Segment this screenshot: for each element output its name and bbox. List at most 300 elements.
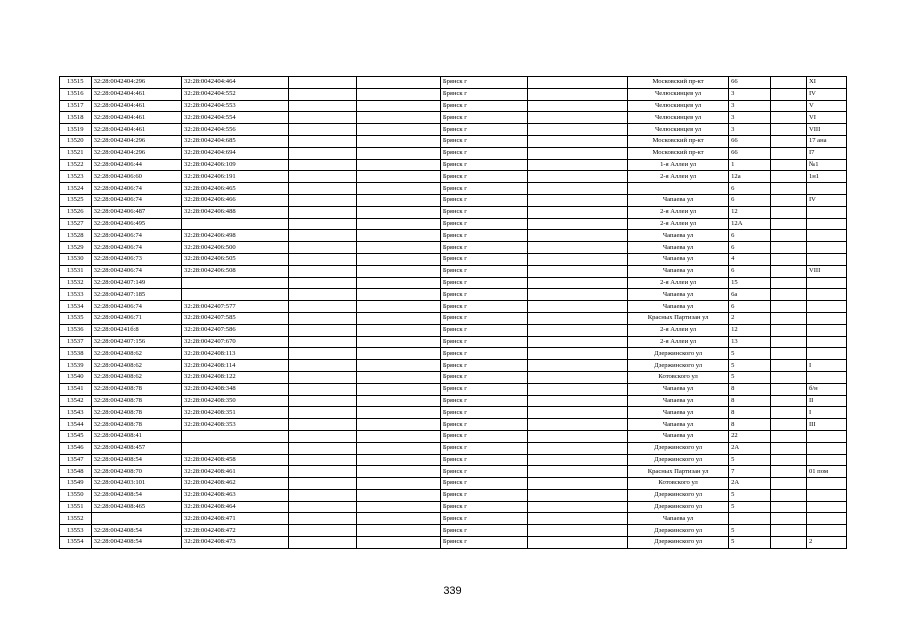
cell-blank-d-cell [771, 501, 807, 513]
cell-blank-c-cell [528, 348, 628, 360]
cell-blank-c-cell [528, 407, 628, 419]
object-cadastral-number-cell: 32:28:0042408:122 [182, 371, 289, 383]
table-row [60, 265, 847, 277]
cell-blank-c-cell [528, 489, 628, 501]
cell-blank-d-cell [771, 419, 807, 431]
house-number-cell: 3 [729, 100, 771, 112]
cell-blank-c-cell [528, 88, 628, 100]
record-number-cell: 13539 [60, 360, 92, 372]
cadastral-number-cell: 32:28:0042404:461 [91, 112, 181, 124]
room-number-cell: I [806, 407, 846, 419]
city-cell: Брянск г [440, 513, 527, 525]
street-cell: Московский пр-кт [628, 77, 729, 89]
street-cell: Красных Партизан ул [628, 466, 729, 478]
house-number-cell: 3 [729, 112, 771, 124]
record-number-cell: 13526 [60, 206, 92, 218]
cell-blank-b-cell [356, 100, 440, 112]
street-cell: Чапаева ул [628, 194, 729, 206]
cadastral-number-cell: 32:28:004241б:8 [91, 324, 181, 336]
cell-blank-a-cell [289, 230, 356, 242]
room-number-cell [806, 230, 846, 242]
cell-blank-b-cell [356, 218, 440, 230]
house-number-cell: 5 [729, 537, 771, 549]
cell-blank-a-cell [289, 395, 356, 407]
cadastral-number-cell: 32:28:0042406:71 [91, 312, 181, 324]
street-cell: Чапаева ул [628, 430, 729, 442]
record-number-cell: 13524 [60, 183, 92, 195]
city-cell: Брянск г [440, 348, 527, 360]
record-number-cell: 13541 [60, 383, 92, 395]
cadastral-number-cell: 32:28:0042408:54 [91, 489, 181, 501]
street-cell: Чапаева ул [628, 419, 729, 431]
cadastral-number-cell: 32:28:0042406:487 [91, 206, 181, 218]
cell-blank-d-cell [771, 454, 807, 466]
cell-blank-b-cell [356, 159, 440, 171]
table-row [60, 301, 847, 313]
cell-blank-a-cell [289, 489, 356, 501]
cadastral-number-cell: 32:28:0042404:461 [91, 88, 181, 100]
cell-blank-a-cell [289, 124, 356, 136]
cell-blank-a-cell [289, 537, 356, 549]
city-cell: Брянск г [440, 466, 527, 478]
city-cell: Брянск г [440, 289, 527, 301]
object-cadastral-number-cell: 32:28:0042406:466 [182, 194, 289, 206]
record-number-cell: 13552 [60, 513, 92, 525]
table-row [60, 77, 847, 89]
cell-blank-d-cell [771, 253, 807, 265]
cell-blank-d-cell [771, 442, 807, 454]
record-number-cell: 13533 [60, 289, 92, 301]
room-number-cell: III [806, 419, 846, 431]
record-number-cell: 13543 [60, 407, 92, 419]
cell-blank-b-cell [356, 230, 440, 242]
table-row [60, 135, 847, 147]
table-row [60, 289, 847, 301]
street-cell: Котовского ул [628, 478, 729, 490]
city-cell: Брянск г [440, 159, 527, 171]
table-row [60, 206, 847, 218]
cell-blank-b-cell [356, 324, 440, 336]
cell-blank-c-cell [528, 537, 628, 549]
cadastral-number-cell: 32:28:0042404:296 [91, 77, 181, 89]
cell-blank-a-cell [289, 135, 356, 147]
house-number-cell: 5 [729, 525, 771, 537]
room-number-cell [806, 253, 846, 265]
room-number-cell [806, 489, 846, 501]
street-cell: 2-я Аллеи ул [628, 324, 729, 336]
cell-blank-d-cell [771, 265, 807, 277]
cadastral-number-cell: 32:28:0042406:74 [91, 230, 181, 242]
record-number-cell: 13544 [60, 419, 92, 431]
house-number-cell: 12А [729, 218, 771, 230]
room-number-cell [806, 312, 846, 324]
cadastral-number-cell: 32:28:0042406:74 [91, 265, 181, 277]
object-cadastral-number-cell [182, 277, 289, 289]
street-cell: 2-я Аллеи ул [628, 218, 729, 230]
object-cadastral-number-cell: 32:28:0042408:471 [182, 513, 289, 525]
table-row [60, 489, 847, 501]
house-number-cell: 4 [729, 253, 771, 265]
data-table [59, 76, 847, 549]
city-cell: Брянск г [440, 395, 527, 407]
street-cell: Челюскинцев ул [628, 112, 729, 124]
cell-blank-b-cell [356, 407, 440, 419]
cell-blank-c-cell [528, 371, 628, 383]
house-number-cell: 7 [729, 466, 771, 478]
table-row [60, 253, 847, 265]
object-cadastral-number-cell: 32:28:0042406:508 [182, 265, 289, 277]
city-cell: Брянск г [440, 419, 527, 431]
table-row [60, 277, 847, 289]
cell-blank-a-cell [289, 159, 356, 171]
city-cell: Брянск г [440, 265, 527, 277]
cell-blank-b-cell [356, 206, 440, 218]
table-row [60, 383, 847, 395]
record-number-cell: 13522 [60, 159, 92, 171]
house-number-cell: 15 [729, 277, 771, 289]
cell-blank-a-cell [289, 265, 356, 277]
table-row [60, 194, 847, 206]
house-number-cell: 3 [729, 88, 771, 100]
table-row [60, 230, 847, 242]
table-row [60, 501, 847, 513]
city-cell: Брянск г [440, 407, 527, 419]
cell-blank-b-cell [356, 525, 440, 537]
cell-blank-c-cell [528, 466, 628, 478]
cell-blank-b-cell [356, 253, 440, 265]
cadastral-number-cell: 32:28:0042406:44 [91, 159, 181, 171]
cell-blank-b-cell [356, 501, 440, 513]
room-number-cell [806, 301, 846, 313]
street-cell: Дзержинского ул [628, 360, 729, 372]
cell-blank-d-cell [771, 206, 807, 218]
table-row [60, 336, 847, 348]
cadastral-number-cell: 32:28:0042407:185 [91, 289, 181, 301]
city-cell: Брянск г [440, 171, 527, 183]
cadastral-number-cell: 32:28:0042404:296 [91, 135, 181, 147]
object-cadastral-number-cell: 32:28:0042406:498 [182, 230, 289, 242]
cell-blank-c-cell [528, 159, 628, 171]
cell-blank-a-cell [289, 478, 356, 490]
house-number-cell: 12а [729, 171, 771, 183]
house-number-cell: 5 [729, 454, 771, 466]
table-row [60, 442, 847, 454]
cadastral-number-cell: 32:28:0042404:296 [91, 147, 181, 159]
cell-blank-b-cell [356, 454, 440, 466]
cadastral-number-cell: 32:28:0042408:54 [91, 454, 181, 466]
table-row [60, 478, 847, 490]
cell-blank-c-cell [528, 253, 628, 265]
cell-blank-a-cell [289, 312, 356, 324]
cell-blank-c-cell [528, 442, 628, 454]
house-number-cell: 12 [729, 206, 771, 218]
object-cadastral-number-cell: 32:28:0042404:464 [182, 77, 289, 89]
house-number-cell: 66 [729, 147, 771, 159]
street-cell [628, 183, 729, 195]
cell-blank-d-cell [771, 525, 807, 537]
cell-blank-c-cell [528, 277, 628, 289]
cell-blank-d-cell [771, 383, 807, 395]
cell-blank-a-cell [289, 112, 356, 124]
cell-blank-c-cell [528, 395, 628, 407]
street-cell: Дзержинского ул [628, 454, 729, 466]
cell-blank-d-cell [771, 100, 807, 112]
cell-blank-c-cell [528, 206, 628, 218]
cell-blank-a-cell [289, 442, 356, 454]
room-number-cell: I7 [806, 147, 846, 159]
cadastral-number-cell: 32:28:0042408:465 [91, 501, 181, 513]
house-number-cell: 6 [729, 242, 771, 254]
room-number-cell: I [806, 360, 846, 372]
city-cell: Брянск г [440, 112, 527, 124]
street-cell: Дзержинского ул [628, 525, 729, 537]
room-number-cell: VIII [806, 265, 846, 277]
object-cadastral-number-cell: 32:28:0042408:353 [182, 419, 289, 431]
cell-blank-c-cell [528, 77, 628, 89]
table-row [60, 454, 847, 466]
cell-blank-a-cell [289, 253, 356, 265]
cadastral-number-cell: 32:28:0042403:101 [91, 478, 181, 490]
cell-blank-d-cell [771, 371, 807, 383]
cell-blank-c-cell [528, 301, 628, 313]
cell-blank-b-cell [356, 478, 440, 490]
table-row [60, 466, 847, 478]
cadastral-number-cell: 32:28:0042406:74 [91, 301, 181, 313]
cell-blank-c-cell [528, 383, 628, 395]
cadastral-number-cell [91, 513, 181, 525]
cell-blank-b-cell [356, 489, 440, 501]
cell-blank-b-cell [356, 430, 440, 442]
city-cell: Брянск г [440, 360, 527, 372]
street-cell: Чапаева ул [628, 230, 729, 242]
street-cell: Московский пр-кт [628, 147, 729, 159]
table-row [60, 348, 847, 360]
cell-blank-d-cell [771, 489, 807, 501]
record-number-cell: 13521 [60, 147, 92, 159]
cell-blank-a-cell [289, 194, 356, 206]
house-number-cell: 12 [729, 324, 771, 336]
cell-blank-c-cell [528, 324, 628, 336]
object-cadastral-number-cell: 32:28:0042408:350 [182, 395, 289, 407]
house-number-cell: 1 [729, 159, 771, 171]
house-number-cell: 6а [729, 289, 771, 301]
table-row [60, 88, 847, 100]
record-number-cell: 13540 [60, 371, 92, 383]
table-row [60, 112, 847, 124]
object-cadastral-number-cell: 32:28:0042404:554 [182, 112, 289, 124]
table-row [60, 312, 847, 324]
record-number-cell: 13547 [60, 454, 92, 466]
city-cell: Брянск г [440, 100, 527, 112]
city-cell: Брянск г [440, 489, 527, 501]
city-cell: Брянск г [440, 454, 527, 466]
city-cell: Брянск г [440, 371, 527, 383]
cadastral-number-cell: 32:28:0042408:54 [91, 525, 181, 537]
cell-blank-a-cell [289, 383, 356, 395]
street-cell: Дзержинского ул [628, 348, 729, 360]
house-number-cell: 8 [729, 395, 771, 407]
page-number: 339 [443, 585, 462, 597]
cell-blank-b-cell [356, 312, 440, 324]
cell-blank-b-cell [356, 265, 440, 277]
cell-blank-c-cell [528, 218, 628, 230]
cell-blank-b-cell [356, 336, 440, 348]
record-number-cell: 13536 [60, 324, 92, 336]
room-number-cell [806, 454, 846, 466]
cell-blank-a-cell [289, 348, 356, 360]
street-cell: 2-я Аллеи ул [628, 336, 729, 348]
cell-blank-b-cell [356, 537, 440, 549]
cell-blank-c-cell [528, 513, 628, 525]
street-cell: Чапаева ул [628, 395, 729, 407]
cell-blank-c-cell [528, 112, 628, 124]
cadastral-number-cell: 32:28:0042406:495 [91, 218, 181, 230]
cadastral-number-cell: 32:28:0042406:74 [91, 183, 181, 195]
room-number-cell [806, 289, 846, 301]
street-cell: Московский пр-кт [628, 135, 729, 147]
cell-blank-b-cell [356, 419, 440, 431]
object-cadastral-number-cell [182, 289, 289, 301]
room-number-cell: 1н1 [806, 171, 846, 183]
cell-blank-d-cell [771, 324, 807, 336]
room-number-cell: 2 [806, 537, 846, 549]
cell-blank-d-cell [771, 348, 807, 360]
house-number-cell: 6 [729, 301, 771, 313]
city-cell: Брянск г [440, 135, 527, 147]
record-number-cell: 13517 [60, 100, 92, 112]
cell-blank-a-cell [289, 430, 356, 442]
cell-blank-a-cell [289, 77, 356, 89]
cadastral-number-cell: 32:28:0042404:461 [91, 124, 181, 136]
table-row [60, 242, 847, 254]
cell-blank-c-cell [528, 242, 628, 254]
street-cell: Котовского ул [628, 371, 729, 383]
cell-blank-a-cell [289, 183, 356, 195]
cell-blank-d-cell [771, 277, 807, 289]
house-number-cell: 5 [729, 360, 771, 372]
cell-blank-d-cell [771, 301, 807, 313]
city-cell: Брянск г [440, 77, 527, 89]
object-cadastral-number-cell: 32:28:0042408:473 [182, 537, 289, 549]
cadastral-number-cell: 32:28:0042406:74 [91, 242, 181, 254]
cell-blank-c-cell [528, 336, 628, 348]
cadastral-number-cell: 32:28:0042407:156 [91, 336, 181, 348]
record-number-cell: 13546 [60, 442, 92, 454]
room-number-cell [806, 430, 846, 442]
cell-blank-b-cell [356, 277, 440, 289]
cell-blank-d-cell [771, 513, 807, 525]
record-number-cell: 13545 [60, 430, 92, 442]
table-row [60, 371, 847, 383]
table-row [60, 159, 847, 171]
house-number-cell: 6 [729, 265, 771, 277]
cell-blank-d-cell [771, 183, 807, 195]
cell-blank-c-cell [528, 454, 628, 466]
room-number-cell [806, 324, 846, 336]
table-body [60, 77, 847, 549]
house-number-cell: 5 [729, 501, 771, 513]
room-number-cell: IV [806, 88, 846, 100]
cadastral-number-cell: 32:28:0042408:78 [91, 407, 181, 419]
record-number-cell: 13523 [60, 171, 92, 183]
record-number-cell: 13550 [60, 489, 92, 501]
cell-blank-c-cell [528, 124, 628, 136]
cell-blank-a-cell [289, 206, 356, 218]
cell-blank-a-cell [289, 513, 356, 525]
cell-blank-c-cell [528, 360, 628, 372]
record-number-cell: 13535 [60, 312, 92, 324]
object-cadastral-number-cell: 32:28:0042407:585 [182, 312, 289, 324]
house-number-cell: 6 [729, 230, 771, 242]
record-number-cell: 13532 [60, 277, 92, 289]
cadastral-number-cell: 32:28:0042408:62 [91, 360, 181, 372]
cadastral-number-cell: 32:28:0042404:461 [91, 100, 181, 112]
room-number-cell: IV [806, 194, 846, 206]
city-cell: Брянск г [440, 336, 527, 348]
table-row [60, 324, 847, 336]
city-cell: Брянск г [440, 525, 527, 537]
cell-blank-b-cell [356, 360, 440, 372]
cell-blank-a-cell [289, 419, 356, 431]
cell-blank-c-cell [528, 147, 628, 159]
cell-blank-d-cell [771, 478, 807, 490]
cell-blank-a-cell [289, 454, 356, 466]
cell-blank-b-cell [356, 513, 440, 525]
cell-blank-c-cell [528, 289, 628, 301]
street-cell: Чапаева ул [628, 242, 729, 254]
cell-blank-b-cell [356, 395, 440, 407]
cell-blank-d-cell [771, 336, 807, 348]
cadastral-number-cell: 32:28:0042408:78 [91, 383, 181, 395]
room-number-cell: V [806, 100, 846, 112]
house-number-cell: 13 [729, 336, 771, 348]
cell-blank-c-cell [528, 183, 628, 195]
cell-blank-d-cell [771, 407, 807, 419]
table-row [60, 147, 847, 159]
city-cell: Брянск г [440, 312, 527, 324]
cadastral-number-cell: 32:28:0042408:54 [91, 537, 181, 549]
object-cadastral-number-cell: 32:28:0042407:577 [182, 301, 289, 313]
object-cadastral-number-cell: 32:28:0042408:463 [182, 489, 289, 501]
record-number-cell: 13549 [60, 478, 92, 490]
cell-blank-c-cell [528, 478, 628, 490]
cell-blank-a-cell [289, 100, 356, 112]
room-number-cell: 17 ана [806, 135, 846, 147]
record-number-cell: 13527 [60, 218, 92, 230]
table-row [60, 218, 847, 230]
cell-blank-c-cell [528, 430, 628, 442]
city-cell: Брянск г [440, 88, 527, 100]
object-cadastral-number-cell: 32:28:0042404:694 [182, 147, 289, 159]
street-cell: Чапаева ул [628, 407, 729, 419]
room-number-cell: б/н [806, 383, 846, 395]
cell-blank-a-cell [289, 171, 356, 183]
street-cell: Челюскинцев ул [628, 100, 729, 112]
street-cell: 2-я Аллеи ул [628, 206, 729, 218]
cell-blank-a-cell [289, 147, 356, 159]
city-cell: Брянск г [440, 206, 527, 218]
record-number-cell: 13529 [60, 242, 92, 254]
room-number-cell: №1 [806, 159, 846, 171]
room-number-cell: II [806, 395, 846, 407]
table-row [60, 525, 847, 537]
table-row [60, 537, 847, 549]
city-cell: Брянск г [440, 537, 527, 549]
room-number-cell [806, 525, 846, 537]
city-cell: Брянск г [440, 430, 527, 442]
cell-blank-b-cell [356, 242, 440, 254]
cell-blank-d-cell [771, 466, 807, 478]
